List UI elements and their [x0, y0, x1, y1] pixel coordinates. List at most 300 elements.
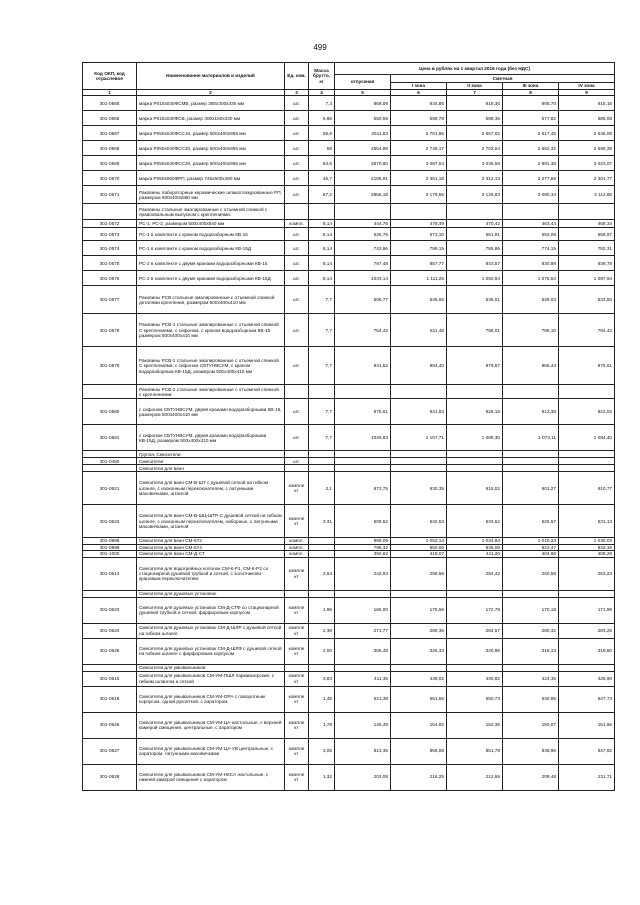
cell-name: РС-1, РС-2, размером 500х400х540 мм — [137, 220, 285, 228]
cell-price-sale: 988,09 — [335, 538, 391, 544]
cell-price-sale: 813,35 — [335, 738, 391, 764]
column-number: 7 — [447, 90, 503, 96]
cell-unit: шт. — [285, 171, 309, 186]
cell-name: Смесители для душевых установок СМ-Д-ШЛР с душевой сеткой на гибком шланге — [137, 623, 285, 638]
cell-mass — [309, 458, 335, 465]
cell-price-zone-3: 677,82 — [503, 111, 559, 126]
cell-code — [83, 664, 137, 671]
cell-price-zone-3 — [503, 451, 559, 458]
cell-unit: компле кт — [285, 597, 309, 623]
cell-price-zone-1: 3 087,64 — [391, 156, 447, 171]
cell-price-zone-1: 811,46 — [391, 314, 447, 347]
cell-price-sale: 875,61 — [335, 399, 391, 425]
cell-price-zone-2: 470,42 — [447, 220, 503, 228]
cell-code: 301-0625 — [83, 638, 137, 664]
cell-unit: компле кт — [285, 686, 309, 712]
cell-mass: 2,64 — [309, 557, 335, 590]
cell-price-zone-4: 832,18 — [559, 544, 615, 550]
cell-mass: 8,14 — [309, 220, 335, 228]
cell-unit — [285, 590, 309, 597]
cell-price-zone-3: 838,96 — [503, 738, 559, 764]
cell-price-zone-2: 320,96 — [447, 638, 503, 664]
table-row — [83, 623, 615, 638]
header-zone-4: IV зона — [559, 83, 615, 90]
cell-price-sale: 2870,80 — [335, 156, 391, 171]
cell-mass: 8,14 — [309, 228, 335, 241]
cell-code: 301-0624 — [83, 623, 137, 638]
cell-price-sale: 506,77 — [335, 286, 391, 314]
cell-mass: 59 — [309, 141, 335, 156]
cell-price-sale: 145,49 — [335, 712, 391, 738]
cell-price-zone-4: 253,23 — [559, 557, 615, 590]
cell-price-zone-1: 673,10 — [391, 228, 447, 241]
table-row — [83, 590, 615, 597]
table-row — [83, 256, 615, 271]
cell-unit: шт. — [285, 256, 309, 271]
cell-price-sale — [335, 590, 391, 597]
cell-unit: шт. — [285, 156, 309, 171]
table-row — [83, 472, 615, 505]
header-zone-3: III зона — [503, 83, 559, 90]
cell-price-zone-1 — [391, 664, 447, 671]
cell-price-sale: 625,76 — [335, 228, 391, 241]
table-row — [83, 738, 615, 764]
cell-price-zone-2: 254,42 — [447, 557, 503, 590]
table-row — [83, 557, 615, 590]
cell-price-zone-1: 934,85 — [391, 96, 447, 111]
cell-price-sale: 2511,63 — [335, 126, 391, 141]
cell-price-zone-2: 650,73 — [447, 686, 503, 712]
cell-price-zone-4: 151,66 — [559, 712, 615, 738]
cell-name: Смесители для умывальников СМ-УМ-ОРА с поворотным корпусом, одной рукояткой, с аэратором — [137, 686, 285, 712]
cell-price-zone-3: 640,95 — [503, 686, 559, 712]
table-row — [83, 425, 615, 451]
cell-price-zone-4: 319,50 — [559, 638, 615, 664]
cell-name: марка Р015х030ФСМВ, размер 300х300х330 мм — [137, 96, 285, 111]
cell-code: 301-0580 — [83, 399, 137, 425]
cell-code: 301-0628 — [83, 764, 137, 790]
cell-price-zone-4: 409,28 — [559, 551, 615, 557]
table-row — [83, 347, 615, 385]
table-row — [83, 204, 615, 220]
cell-name: Смесители — [137, 458, 285, 465]
cell-price-sale: 306,48 — [335, 638, 391, 664]
column-number: 6 — [391, 90, 447, 96]
cell-price-zone-2: 212,69 — [447, 764, 503, 790]
cell-price-zone-1: 545,06 — [391, 286, 447, 314]
cell-price-zone-3: 250,58 — [503, 557, 559, 590]
table-row — [83, 712, 615, 738]
cell-price-zone-2: 661,91 — [447, 228, 503, 241]
cell-code: 301-0569 — [83, 156, 137, 171]
cell-mass — [309, 465, 335, 472]
cell-price-zone-4 — [559, 458, 615, 465]
cell-price-zone-2: 915,02 — [447, 472, 503, 505]
cell-price-zone-4 — [559, 451, 615, 458]
column-number: 8 — [503, 90, 559, 96]
cell-price-zone-3: 280,32 — [503, 623, 559, 638]
cell-code: 301-0999 — [83, 544, 137, 550]
cell-mass: 7,7 — [309, 399, 335, 425]
cell-price-zone-4: 2 301,77 — [559, 171, 615, 186]
cell-price-zone-1: 850,06 — [391, 544, 447, 550]
cell-code: 301-0450 — [83, 458, 137, 465]
header-name: Наименование материалов и изделий — [137, 63, 285, 90]
cell-price-zone-3: 463,44 — [503, 220, 559, 228]
cell-name: Смесители для водогрейных колонок СМ-К-Р1, СМ-К-Р2 со стационарной душевой трубкой и сеткой, с золотниково-крановым переключателем — [137, 557, 285, 590]
cell-price-zone-2: 536,01 — [447, 286, 503, 314]
cell-price-zone-2: 411,20 — [447, 551, 503, 557]
cell-name: Смесители для умывальников СМ-УМ-ЦА настольные, с верхней камерой смещения, центральные, с аэратором — [137, 712, 285, 738]
cell-code: 301-0571 — [83, 186, 137, 204]
cell-price-zone-3: 525,57 — [503, 505, 559, 538]
cell-price-zone-2: 3 036,59 — [447, 156, 503, 171]
cell-price-sale: 1029,83 — [335, 425, 391, 451]
table-row — [83, 385, 615, 399]
table-row — [83, 458, 615, 465]
cell-price-zone-4: 428,90 — [559, 671, 615, 686]
cell-unit: шт. — [285, 286, 309, 314]
cell-price-zone-1: 2 748,17 — [391, 141, 447, 156]
cell-mass: 7,7 — [309, 314, 335, 347]
cell-unit: шт. — [285, 458, 309, 465]
cell-price-zone-1: 2 701,86 — [391, 126, 447, 141]
cell-price-zone-1: 894,40 — [391, 347, 447, 385]
table-row — [83, 451, 615, 458]
cell-name: Смесители для умывальников СМ-УМ-НКСА настольные, с нижней камерой смещения с аэратором — [137, 764, 285, 790]
cell-mass — [309, 664, 335, 671]
cell-price-zone-2: 430,82 — [447, 671, 503, 686]
cell-unit: шт. — [285, 228, 309, 241]
cell-code: 301-0565 — [83, 96, 137, 111]
cell-unit: шт. — [285, 399, 309, 425]
cell-price-zone-2: 926,19 — [447, 399, 503, 425]
cell-name: РС-1 в комплекте с краном водоразборным КВ-15Д — [137, 241, 285, 256]
column-number: 4 — [309, 90, 335, 96]
cell-price-zone-2: 851,78 — [447, 738, 503, 764]
cell-code — [83, 385, 137, 399]
cell-price-zone-4: 915,16 — [559, 96, 615, 111]
cell-price-zone-2: 918,36 — [447, 96, 503, 111]
cell-code: 301-0623 — [83, 597, 137, 623]
header-sale: отпускная — [335, 75, 391, 90]
cell-price-sale: 797,48 — [335, 256, 391, 271]
cell-price-zone-2: 2 657,02 — [447, 126, 503, 141]
cell-price-zone-1 — [391, 590, 447, 597]
cell-name: марка Р015х030ФСВ, размер 300х150х330 мм — [137, 111, 285, 126]
table-row — [83, 186, 615, 204]
cell-name: марка Р050х040ФСС10, размер 500х400х955 мм — [137, 126, 285, 141]
cell-code: 301-0581 — [83, 425, 137, 451]
cell-mass: 6,86 — [309, 111, 335, 126]
cell-price-zone-3 — [503, 590, 559, 597]
cell-price-zone-3: 1 076,53 — [503, 271, 559, 286]
cell-price-zone-3: 316,13 — [503, 638, 559, 664]
cell-price-zone-1: 930,35 — [391, 472, 447, 505]
cell-price-zone-1: 941,83 — [391, 399, 447, 425]
cell-name: Смесители для душевых установок — [137, 590, 285, 597]
cell-code: 301-0621 — [83, 472, 137, 505]
cell-price-zone-1: 1 052,14 — [391, 538, 447, 544]
cell-price-sale — [335, 664, 391, 671]
cell-price-zone-1 — [391, 465, 447, 472]
cell-unit: компле кт — [285, 557, 309, 590]
table-row — [83, 671, 615, 686]
table-row — [83, 141, 615, 156]
cell-price-zone-3: 866,44 — [503, 347, 559, 385]
cell-price-zone-1 — [391, 385, 447, 399]
cell-name: Раковины РСВ-1 стальные эмалированные с отъемной спинкой С креплениями, с сифоном СБТУНВСУМ, с краном водоразборным КВ-15Д, размером 500х400х410 мм — [137, 347, 285, 385]
cell-price-zone-3: 912,38 — [503, 399, 559, 425]
cell-mass — [309, 451, 335, 458]
cell-price-zone-4: 782,31 — [559, 241, 615, 256]
table-row — [83, 126, 615, 141]
cell-price-zone-1: 2 351,18 — [391, 171, 447, 186]
cell-price-zone-3: 528,03 — [503, 286, 559, 314]
cell-price-zone-2: 1 089,30 — [447, 425, 503, 451]
cell-price-zone-2: 798,01 — [447, 314, 503, 347]
cell-price-zone-3: 3 080,34 — [503, 186, 559, 204]
cell-price-zone-4 — [559, 204, 615, 220]
cell-price-zone-1: 418,07 — [391, 551, 447, 557]
header-unit: Ед. изм. — [285, 63, 309, 90]
cell-name: Смесители для умывальников — [137, 664, 285, 671]
cell-unit: компл. — [285, 551, 309, 557]
header-zone-1: I зона — [391, 83, 447, 90]
cell-price-sale — [335, 451, 391, 458]
cell-price-zone-1 — [391, 458, 447, 465]
cell-unit: компл. — [285, 544, 309, 550]
cell-unit: шт. — [285, 186, 309, 204]
cell-code: 301-0572 — [83, 220, 137, 228]
cell-mass: 3,05 — [309, 738, 335, 764]
cell-mass: 1,45 — [309, 686, 335, 712]
column-number: 9 — [559, 90, 615, 96]
cell-unit: компле кт — [285, 505, 309, 538]
cell-code — [83, 465, 137, 472]
cell-mass — [309, 385, 335, 399]
cell-name: Смесители для ванн — [137, 465, 285, 472]
cell-price-sale: 621,38 — [335, 686, 391, 712]
cell-price-zone-3: 404,98 — [503, 551, 559, 557]
cell-mass: 7,7 — [309, 286, 335, 314]
cell-unit: шт. — [285, 347, 309, 385]
table-row — [83, 271, 615, 286]
cell-code: 301-0615 — [83, 671, 137, 686]
cell-price-zone-3: 209,48 — [503, 764, 559, 790]
cell-price-zone-4: 1 030,03 — [559, 538, 615, 544]
cell-price-sale: 2554,99 — [335, 141, 391, 156]
cell-code: 301-0574 — [83, 241, 137, 256]
cell-price-zone-4: 658,97 — [559, 228, 615, 241]
cell-name: марка Р050х040ФСС20, размер 500х400х955 мм — [137, 156, 285, 171]
cell-mass: 8,14 — [309, 271, 335, 286]
cell-mass: 7,7 — [309, 425, 335, 451]
price-table — [82, 62, 615, 791]
cell-price-zone-1: 438,02 — [391, 671, 447, 686]
cell-unit: компл. — [285, 538, 309, 544]
cell-name: Смесители для ванн СМ-672 — [137, 538, 285, 544]
cell-code: 301-0577 — [83, 286, 137, 314]
cell-price-zone-1: 154,92 — [391, 712, 447, 738]
cell-name: Смесители для ванн СМ-674 — [137, 544, 285, 550]
cell-price-sale: 831,52 — [335, 347, 391, 385]
cell-price-zone-2 — [447, 590, 503, 597]
cell-code: 301-0998 — [83, 538, 137, 544]
cell-code: 301-0667 — [83, 126, 137, 141]
cell-code: 301-0622 — [83, 505, 137, 538]
column-number: 3 — [285, 90, 309, 96]
table-row — [83, 156, 615, 171]
cell-price-zone-1: 289,36 — [391, 623, 447, 638]
cell-code — [83, 590, 137, 597]
cell-code — [83, 451, 137, 458]
cell-price-zone-4: 283,25 — [559, 623, 615, 638]
cell-price-sale: 1033,14 — [335, 271, 391, 286]
cell-price-sale: 2185,91 — [335, 171, 391, 186]
cell-price-sale: 392,62 — [335, 551, 391, 557]
cell-price-zone-3 — [503, 458, 559, 465]
cell-name: РС-1 в комплекте с краном водоразборным КВ-15 — [137, 228, 285, 241]
cell-price-sale — [335, 458, 391, 465]
cell-price-zone-4: 794,42 — [559, 314, 615, 347]
cell-price-zone-4: 2 690,39 — [559, 141, 615, 156]
cell-price-zone-4: 211,71 — [559, 764, 615, 790]
table-row — [83, 686, 615, 712]
cell-price-sale: 411,35 — [335, 671, 391, 686]
column-number: 1 — [83, 90, 137, 96]
cell-name: Смесители для душевых установок СМ-Д-ШЛФ с душевой сеткой на гибком шланге с фарфоровым корпусом — [137, 638, 285, 664]
table-row — [83, 171, 615, 186]
cell-mass — [309, 590, 335, 597]
cell-price-zone-1: 1 111,25 — [391, 271, 447, 286]
cell-price-zone-3: 2 662,32 — [503, 141, 559, 156]
cell-code: 301-0575 — [83, 256, 137, 271]
cell-mass: 3,83 — [309, 671, 335, 686]
cell-price-zone-2: 284,57 — [447, 623, 503, 638]
cell-code: 301-0576 — [83, 271, 137, 286]
cell-price-zone-4: 647,73 — [559, 686, 615, 712]
cell-price-zone-3: 150,07 — [503, 712, 559, 738]
cell-unit: шт. — [285, 96, 309, 111]
table-row — [83, 638, 615, 664]
cell-price-zone-2: 152,36 — [447, 712, 503, 738]
column-number: 5 — [335, 90, 391, 96]
cell-price-sale: 203,08 — [335, 764, 391, 790]
cell-price-zone-4: 1 087,94 — [559, 271, 615, 286]
table-row — [83, 228, 615, 241]
cell-price-zone-4: 468,34 — [559, 220, 615, 228]
cell-name: Раковины стальные эмалированные с отъемной спинкой с правоовальным выпуском с креплениями: — [137, 204, 285, 220]
cell-name: с сифоном СБТУНВСУМ, двумя кранами водоразборными КВ-15, размером 500х400х410 мм — [137, 399, 285, 425]
cell-price-sale — [335, 204, 391, 220]
cell-name: Смесители для умывальников СМ-УМ-ПШЛ пармиахерские, с гибким шлангом и сеткой — [137, 671, 285, 686]
cell-price-zone-4: 533,60 — [559, 286, 615, 314]
cell-price-zone-2: 1 092,84 — [447, 271, 503, 286]
cell-mass: 55,6 — [309, 126, 335, 141]
cell-price-zone-1: 542,53 — [391, 505, 447, 538]
cell-price-zone-3: 901,27 — [503, 472, 559, 505]
cell-code: 301-0616 — [83, 686, 137, 712]
table-row — [83, 220, 615, 228]
cell-price-zone-2 — [447, 465, 503, 472]
cell-price-zone-2: 785,86 — [447, 241, 503, 256]
cell-code: 301-0573 — [83, 228, 137, 241]
cell-mass: 1,32 — [309, 764, 335, 790]
cell-price-zone-4: 2 645,06 — [559, 126, 615, 141]
cell-mass: 8,14 — [309, 241, 335, 256]
cell-price-zone-1 — [391, 204, 447, 220]
cell-unit: шт. — [285, 111, 309, 126]
cell-price-zone-1: 326,33 — [391, 638, 447, 664]
cell-name: марка Р050х060ФРП, размер 745х600х480 мм — [137, 171, 285, 186]
table-row — [83, 597, 615, 623]
cell-price-zone-3: 905,70 — [503, 96, 559, 111]
cell-price-zone-4: 1 084,40 — [559, 425, 615, 451]
cell-name: Смесители для душевых установок СМ-Д-СТФ со стационарной душевой трубкой и сеткой, фарфоровым корпусом — [137, 597, 285, 623]
cell-mass: 46,7 — [309, 171, 335, 186]
cell-unit — [285, 204, 309, 220]
cell-price-zone-4: 685,08 — [559, 111, 615, 126]
cell-price-zone-2 — [447, 385, 503, 399]
cell-price-zone-4 — [559, 465, 615, 472]
cell-price-zone-3: 2 991,38 — [503, 156, 559, 171]
cell-price-zone-2 — [447, 664, 503, 671]
cell-price-zone-2: 533,62 — [447, 505, 503, 538]
header-zone-2: II зона — [447, 83, 503, 90]
cell-price-zone-4: 922,02 — [559, 399, 615, 425]
cell-price-zone-3: 786,10 — [503, 314, 559, 347]
cell-unit: компле кт — [285, 671, 309, 686]
cell-price-zone-3: 830,98 — [503, 256, 559, 271]
cell-code: 301-0566 — [83, 111, 137, 126]
cell-price-zone-3 — [503, 664, 559, 671]
cell-name: РС-2 в комплекте с двумя кранами водоразборными КВ-15 — [137, 256, 285, 271]
cell-name: Раковины РСВ-2 стальные эмалированные с отъемной спинкой с креплениями: — [137, 385, 285, 399]
cell-name: Смесители для ванн СМ-В-ШТ с душевой сеткой на гибком шланге, с изоконным переключателем, с латунными маховичками, штангой — [137, 472, 285, 505]
cell-price-zone-1: 866,08 — [391, 738, 447, 764]
cell-unit: шт. — [285, 241, 309, 256]
cell-price-zone-4: 3 112,85 — [559, 186, 615, 204]
cell-code: 301-0614 — [83, 557, 137, 590]
cell-price-zone-4: 910,77 — [559, 472, 615, 505]
cell-price-zone-2: 688,36 — [447, 111, 503, 126]
cell-price-zone-1: 661,65 — [391, 686, 447, 712]
cell-mass — [309, 204, 335, 220]
cell-price-zone-1: 1 107,71 — [391, 425, 447, 451]
cell-price-zone-4: 171,99 — [559, 597, 615, 623]
cell-price-zone-1: 216,25 — [391, 764, 447, 790]
cell-price-zone-3: 652,09 — [503, 228, 559, 241]
cell-price-zone-1: 478,39 — [391, 220, 447, 228]
cell-price-zone-4: 3 023,07 — [559, 156, 615, 171]
cell-name: Смесители для ванн СМ-В-ШЦ-ШТР С душевой сеткой на гибком шланге, с изоконным переключателем, наборные, с латунными маховичками, штангой — [137, 505, 285, 538]
cell-unit: компл. — [285, 220, 309, 228]
cell-unit: компле кт — [285, 623, 309, 638]
cell-price-zone-4: 847,82 — [559, 738, 615, 764]
cell-name: Раковины лабораторные керамические шлакоглазурованные РП, размером 600х400х580 мм — [137, 186, 285, 204]
cell-code — [83, 204, 137, 220]
cell-price-zone-1: 799,15 — [391, 241, 447, 256]
cell-price-zone-3: 2 617,45 — [503, 126, 559, 141]
cell-price-zone-3: 1 073,11 — [503, 425, 559, 451]
cell-name: марка Р050х040ФСС20, размер 500х400х955 мм — [137, 141, 285, 156]
cell-mass: 7,3 — [309, 96, 335, 111]
cell-unit: шт. — [285, 271, 309, 286]
cell-name: с сифоном СБТУНВСУМ, двумя кранами водоразборными КВ-15Д, размером 500х400х410 мм — [137, 425, 285, 451]
cell-unit: компле кт — [285, 738, 309, 764]
cell-price-sale: 271,77 — [335, 623, 391, 638]
